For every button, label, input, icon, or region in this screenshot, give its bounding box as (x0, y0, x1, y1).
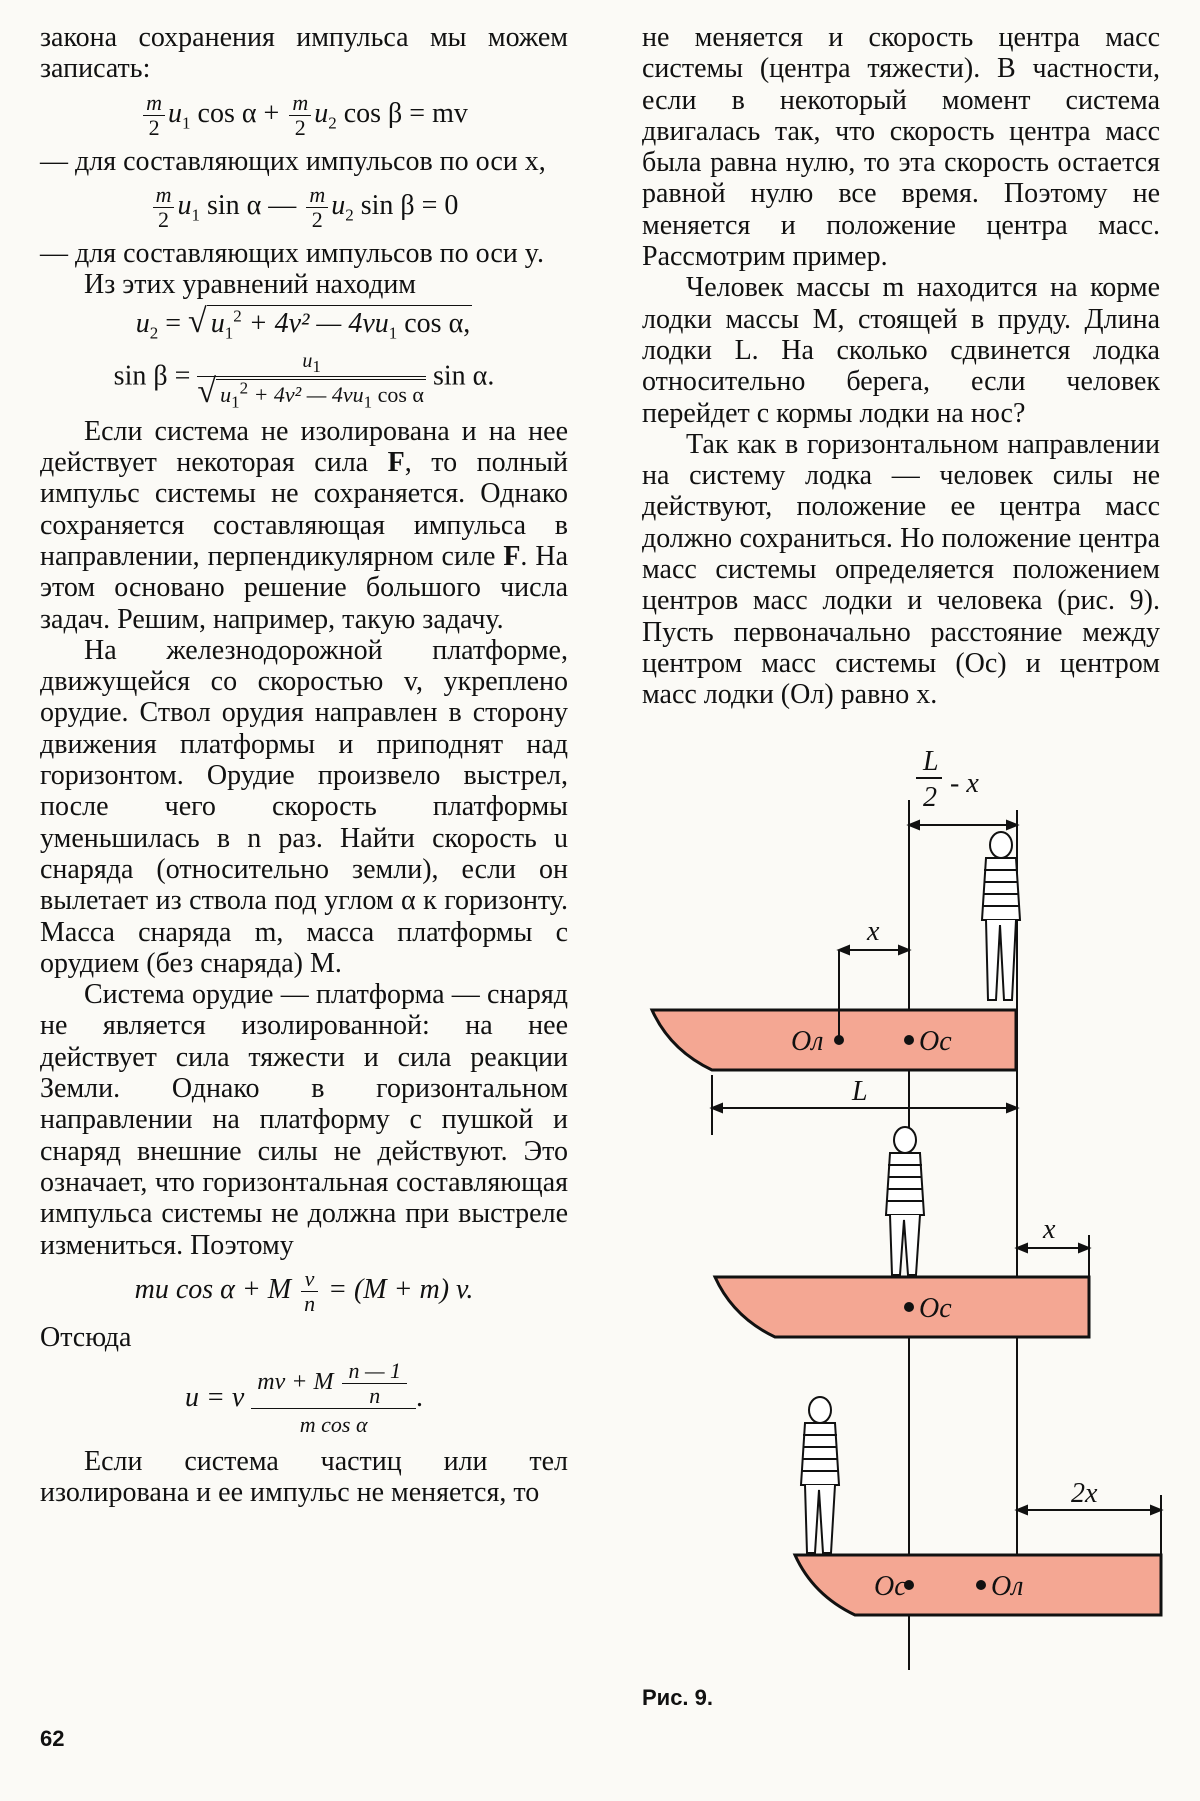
fraction: $\frac{v}{n}$ (301, 1267, 318, 1316)
label-oc-2: Oc (919, 1293, 952, 1324)
fraction: $\frac{m}{2}$ (289, 91, 311, 140)
equation-momentum-x: $\frac{m}{2}$ $u_1$ cos α + $\frac{m}{2}$ $u_2$ cos β = mv (40, 91, 568, 140)
equation-u: u = v mv + M $\frac{n — 1}{n}$ m cos α. (40, 1359, 568, 1440)
label-top-den: 2 (923, 782, 937, 813)
paragraph: Система орудие — платформа — снаряд не является изолированной: на нее действует сила тяжести и сила реакции Земли. Однако в горизонтальном направлении на платформу с пушкой и снаряд внешние силы не действуют. Это означает, что горизонтальная составляющая импульса системы не должна при выстреле измениться. Поэтому (40, 979, 568, 1261)
left-column (40, 22, 568, 1509)
figure-caption: Рис. 9. (642, 1685, 714, 1710)
label-ol-1: Oл (791, 1026, 824, 1057)
paragraph: Из этих уравнений находим (84, 269, 417, 301)
fraction: mv + M $\frac{n — 1}{n}$ m cos α (251, 1359, 416, 1440)
dim-top (909, 821, 1017, 829)
page-number: 62 (40, 1726, 65, 1751)
person-1 (982, 832, 1020, 1000)
label-ol-3: Oл (991, 1571, 1024, 1602)
label-x1: x (867, 916, 880, 947)
label-2x: 2x (1071, 1478, 1098, 1509)
paragraph: не меняется и скорость центра масс системы (центра тяжести). В частности, если в некоторый момент система двигалась так, что скорость центра масс была равна нулю, то эта скорость остается равной нулю все время. Поэтому не меняется и положение центра масс. Рассмотрим пример. (642, 22, 1160, 273)
label-x2: x (1043, 1214, 1056, 1245)
fraction: $\frac{m}{2}$ (143, 91, 165, 140)
paragraph: На железнодорожной платформе, движущейся со скоростью v, укреплено орудие. Ствол орудия направлен в сторону движения платформы и приподнят над горизонтом. Орудие произвело выстрел, после чего скорость платформы уменьшилась в n раз. Найти скорость u снаряда (относительно земли), если он вылетает из ствола под углом α к горизонту. Масса снаряда m, масса платформы с орудием (без снаряда) M. (40, 634, 568, 979)
paragraph: Человек массы m находится на корме лодки массы M, стоящей в пруду. Длина лодки L. На сколько сдвинется лодка относительно берега, если человек перейдет с кормы лодки на нос? (642, 272, 1160, 429)
equation-momentum-y: $\frac{m}{2}$ $u_1$ sin α — $\frac{m}{2}$ $u_2$ sin β = 0 (40, 183, 568, 232)
label-L: L (852, 1076, 868, 1107)
label-top-num: L (923, 746, 939, 777)
paragraph: Так как в горизонтальном направлении на систему лодка — человек силы не действуют, положение ее центра масс должно сохраниться. Но положение центра масс системы определяется положением центров масс лодки и человека (рис. 9). Пусть первоначально расстояние между центром масс системы (Oc) и центром масс лодки (Oл) равно x. (642, 428, 1160, 711)
equation-sin-beta: sin β = $\frac{u_1}{√ u_1^2 + 4v^2 — 4vu_1 \cos \alpha}$ sin α. (40, 346, 568, 410)
fraction: $\frac{u_1}{√ u_1^2 + 4v^2 — 4vu_1 \cos \alpha}$ (197, 346, 426, 410)
person-3 (801, 1397, 839, 1553)
fraction: $\frac{m}{2}$ (153, 183, 175, 232)
paragraph: Отсюда (40, 1321, 132, 1353)
right-column (642, 22, 1160, 711)
boat-2 (715, 1277, 1089, 1337)
paragraph: Если система частиц или тел изолирована и ее импульс не меняется, то (40, 1446, 568, 1509)
label-oc-3: Oc (874, 1571, 907, 1602)
paragraph: — для составляющих импульсов по оси y. (40, 237, 544, 269)
paragraph: — для составляющих импульсов по оси x, (40, 145, 546, 177)
label-oc-1: Oc (919, 1026, 952, 1057)
label-top-minus: - x (950, 768, 979, 799)
boat-diagram (630, 740, 1170, 1700)
paragraph: Если система не изолирована и на нее действует некоторая сила F, то полный импульс системы не сохраняется. Однако сохраняется составляющая импульса в направлении, перпендикулярном силе F. На этом основано решение большого числа задач. Решим, например, такую задачу. (40, 415, 569, 635)
equation-momentum-cannon: mu cos α + M $\frac{v}{n}$ = (M + m) v. (134, 1265, 474, 1316)
person-2 (886, 1127, 924, 1275)
fraction: $\frac{m}{2}$ (306, 183, 328, 232)
paragraph: закона сохранения импульса мы можем записать: (40, 22, 568, 85)
equation-u2: $u_2$ = √ $u_1^2 + 4v^2$ — $4vu_1$ cos α, (135, 303, 471, 344)
